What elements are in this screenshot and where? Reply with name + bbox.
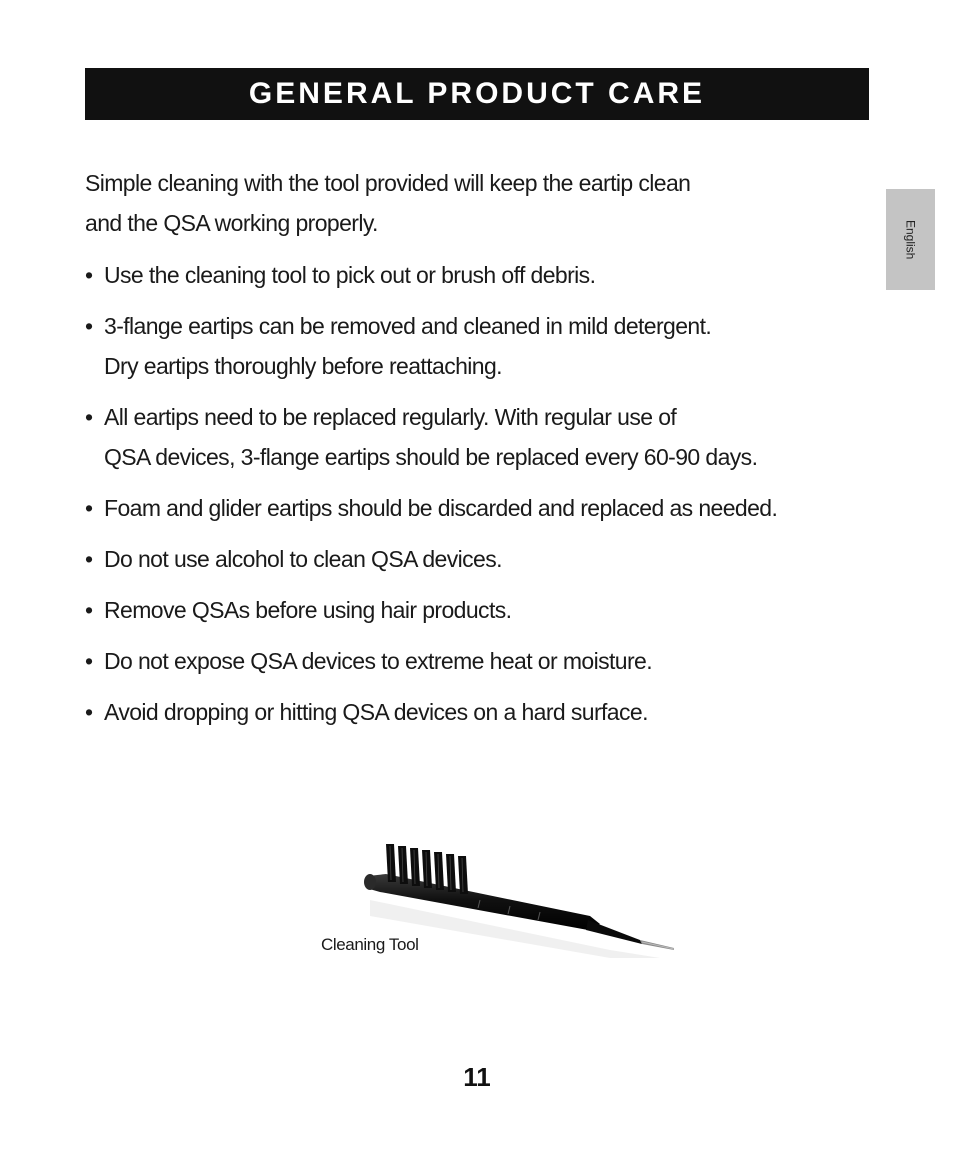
bullet-icon: • <box>85 648 93 674</box>
list-item-text: All eartips need to be replaced regularly. With regular use of <box>104 404 677 430</box>
bullet-icon: • <box>85 597 93 623</box>
page-title: GENERAL PRODUCT CARE <box>248 77 706 110</box>
figure-caption: Cleaning Tool <box>321 935 419 954</box>
intro-line: and the QSA working properly. <box>85 210 378 236</box>
care-instructions-list <box>85 255 855 732</box>
list-item-text: 3-flange eartips can be removed and cleaned in mild detergent. <box>104 313 712 339</box>
list-item-text: Avoid dropping or hitting QSA devices on a hard surface. <box>104 699 648 725</box>
bullet-icon: • <box>85 404 93 430</box>
list-item <box>85 692 855 732</box>
list-item-text: QSA devices, 3-flange eartips should be replaced every 60-90 days. <box>104 444 758 470</box>
list-item <box>85 590 855 630</box>
intro-paragraph <box>85 163 855 243</box>
list-item <box>85 539 855 579</box>
bullet-icon: • <box>85 495 93 521</box>
language-tab <box>886 189 935 290</box>
bullet-icon: • <box>85 262 93 288</box>
list-item <box>85 641 855 681</box>
list-item-text: Remove QSAs before using hair products. <box>104 597 512 623</box>
list-item-text: Dry eartips thoroughly before reattaching. <box>104 353 502 379</box>
bullet-icon: • <box>85 699 93 725</box>
intro-line: Simple cleaning with the tool provided will keep the eartip clean <box>85 170 691 196</box>
list-item <box>85 488 855 528</box>
page-number: 11 <box>463 1062 491 1092</box>
list-item <box>85 306 855 386</box>
list-item <box>85 255 855 295</box>
bullet-icon: • <box>85 313 93 339</box>
list-item-text: Do not use alcohol to clean QSA devices. <box>104 546 502 572</box>
list-item-text: Use the cleaning tool to pick out or brush off debris. <box>104 262 596 288</box>
language-tab-label: English <box>903 219 918 260</box>
list-item-text: Do not expose QSA devices to extreme heat or moisture. <box>104 648 653 674</box>
body-content <box>85 163 855 743</box>
section-header-bar <box>85 68 869 120</box>
list-item <box>85 397 855 477</box>
bullet-icon: • <box>85 546 93 572</box>
list-item-text: Foam and glider eartips should be discarded and replaced as needed. <box>104 495 778 521</box>
